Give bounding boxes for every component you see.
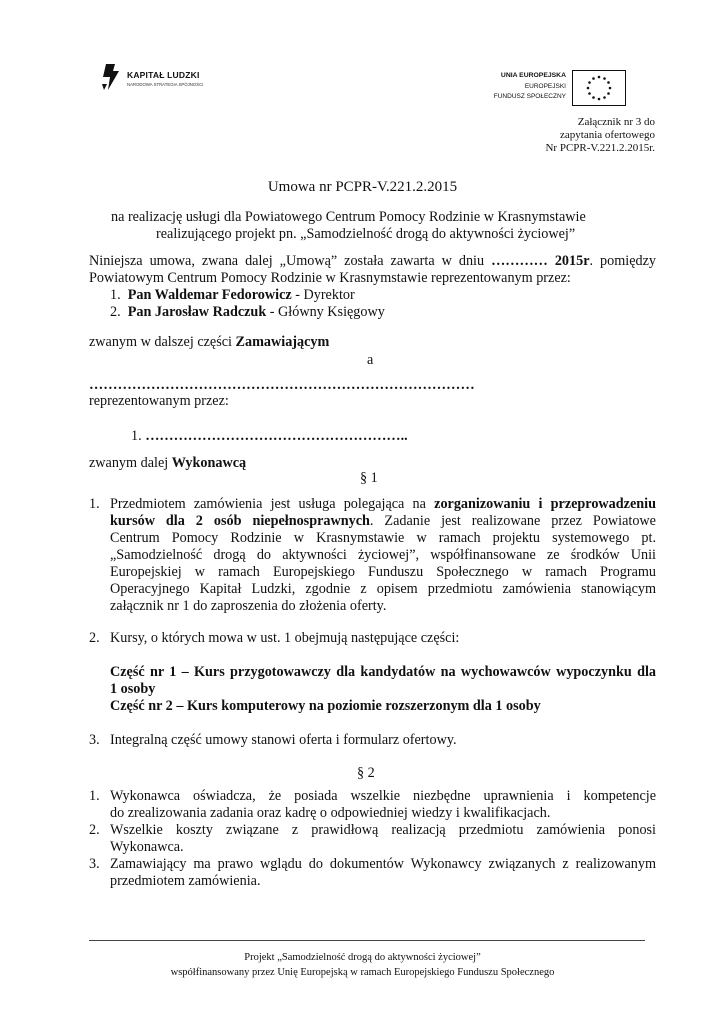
s1-item-2-text: Kursy, o których mowa w ust. 1 obejmują następujące części:: [110, 630, 460, 646]
subject-line-2: realizującego projekt pn. „Samodzielność drogą do aktywności życiowej”: [156, 226, 576, 242]
s2-item-2-line-1: Wszelkie koszty związane z prawidłową realizacją przedmiotu zamówienia ponosi: [110, 822, 656, 838]
footer-divider: [89, 940, 645, 941]
annex-line-2: zapytania ofertowego: [560, 129, 655, 141]
contractor-representative: 1. ………………………………………………..: [131, 428, 408, 444]
representative-1: 1. Pan Waldemar Fedorowicz - Dyrektor: [110, 287, 355, 303]
footer-line-2: współfinansowany przez Unię Europejską w ramach Europejskiego Funduszu Społecznego: [170, 967, 555, 978]
kl-logo-subtitle: NARODOWA STRATEGIA SPÓJNOŚCI: [127, 82, 204, 87]
kapital-ludzki-logo: [100, 62, 220, 96]
annex-reference: [545, 116, 655, 155]
eu-logo: [480, 70, 630, 106]
s1-item-3-num: 3.: [89, 732, 100, 748]
s1-item-1-line-5: Europejskiej w ramach Europejskiego Funduszu Społecznego w ramach Programu: [110, 564, 656, 580]
s2-item-2-line-2: Wykonawca.: [110, 839, 184, 855]
contractor-line: zwanym dalej Wykonawcą: [89, 455, 247, 471]
s1-item-1-line-4: „Samodzielność drogą do aktywności życiowej”, współfinansowane ze środków Unii: [110, 547, 656, 563]
s1-item-3-text: Integralną część umowy stanowi oferta i formularz ofertowy.: [110, 732, 457, 748]
eu-logo-line1: UNIA EUROPEJSKA: [500, 72, 566, 79]
eu-logo-line2: EUROPEJSKI: [524, 83, 566, 90]
section-1-title: § 1: [360, 470, 378, 486]
part-2: Część nr 2 – Kurs komputerowy na poziomie rozszerzonym dla 1 osoby: [110, 698, 541, 714]
intro-line-2: Powiatowym Centrum Pomocy Rodzinie w Krasnymstawie reprezentowanym przez:: [89, 270, 571, 286]
annex-line-1: Załącznik nr 3 do: [577, 116, 655, 128]
contractor-dots: ………………………………………………………………………: [89, 377, 475, 393]
represented-by: reprezentowanym przez:: [89, 393, 229, 409]
s2-item-1-num: 1.: [89, 788, 100, 804]
s1-item-1-line-1: Przedmiotem zamówienia jest usługa polegająca na zorganizowaniu i przeprowadzeniu: [110, 496, 656, 512]
subject-line-1: na realizację usługi dla Powiatowego Centrum Pomocy Rodzinie w Krasnymstawie: [111, 209, 586, 225]
intro-line-1: Niniejsza umowa, zwana dalej „Umową” została zawarta w dniu ………… 2015r. pomiędzy: [89, 253, 656, 269]
kapital-ludzki-emblem-icon: [100, 62, 122, 92]
representative-2: 2. Pan Jarosław Radczuk - Główny Księgowy: [110, 304, 385, 320]
part-1-line-2: 1 osoby: [110, 681, 156, 697]
s2-item-2-num: 2.: [89, 822, 100, 838]
eu-flag-icon: [572, 70, 626, 106]
s2-item-1-line-2: do zrealizowania zadania oraz kadrę o odpowiedniej wiedzy i kwalifikacjach.: [110, 805, 551, 821]
employer-line: zwanym w dalszej części Zamawiającym: [89, 334, 330, 350]
footer-line-1: Projekt „Samodzielność drogą do aktywności życiowej”: [244, 952, 481, 963]
conjunction: a: [367, 352, 374, 368]
s1-item-1-line-2: kursów dla 2 osób niepełnosprawnych. Zadanie jest realizowane przez Powiatowe: [110, 513, 656, 529]
s1-item-1-line-3: Centrum Pomocy Rodzinie w Krasnymstawie w ramach projektu systemowego pt.: [110, 530, 656, 546]
s1-item-1-line-6: Operacyjnego Kapitał Ludzki, zgodnie z opisem przedmiotu zamówienia stanowiącym: [110, 581, 656, 597]
s1-item-1-num: 1.: [89, 496, 100, 512]
section-2-title: § 2: [357, 765, 375, 781]
part-1-line-1: Część nr 1 – Kurs przygotowawczy dla kandydatów na wychowawców wypoczynku dla: [110, 664, 656, 680]
s2-item-3-line-2: przedmiotem zamówienia.: [110, 873, 261, 889]
s1-item-1-line-7: załącznik nr 1 do zaproszenia do złożenia oferty.: [110, 598, 387, 614]
annex-line-3: Nr PCPR-V.221.2.2015r.: [545, 142, 655, 154]
eu-logo-line3: FUNDUSZ SPOŁECZNY: [493, 93, 566, 100]
s2-item-3-line-1: Zamawiający ma prawo wglądu do dokumentów Wykonawcy związanych z realizowanym: [110, 856, 656, 872]
s2-item-1-line-1: Wykonawca oświadcza, że posiada wszelkie niezbędne uprawnienia i kompetencje: [110, 788, 656, 804]
s2-item-3-num: 3.: [89, 856, 100, 872]
contract-title: Umowa nr PCPR-V.221.2.2015: [267, 179, 458, 195]
kl-logo-title: KAPITAŁ LUDZKI: [127, 70, 200, 80]
s1-item-2-num: 2.: [89, 630, 100, 646]
